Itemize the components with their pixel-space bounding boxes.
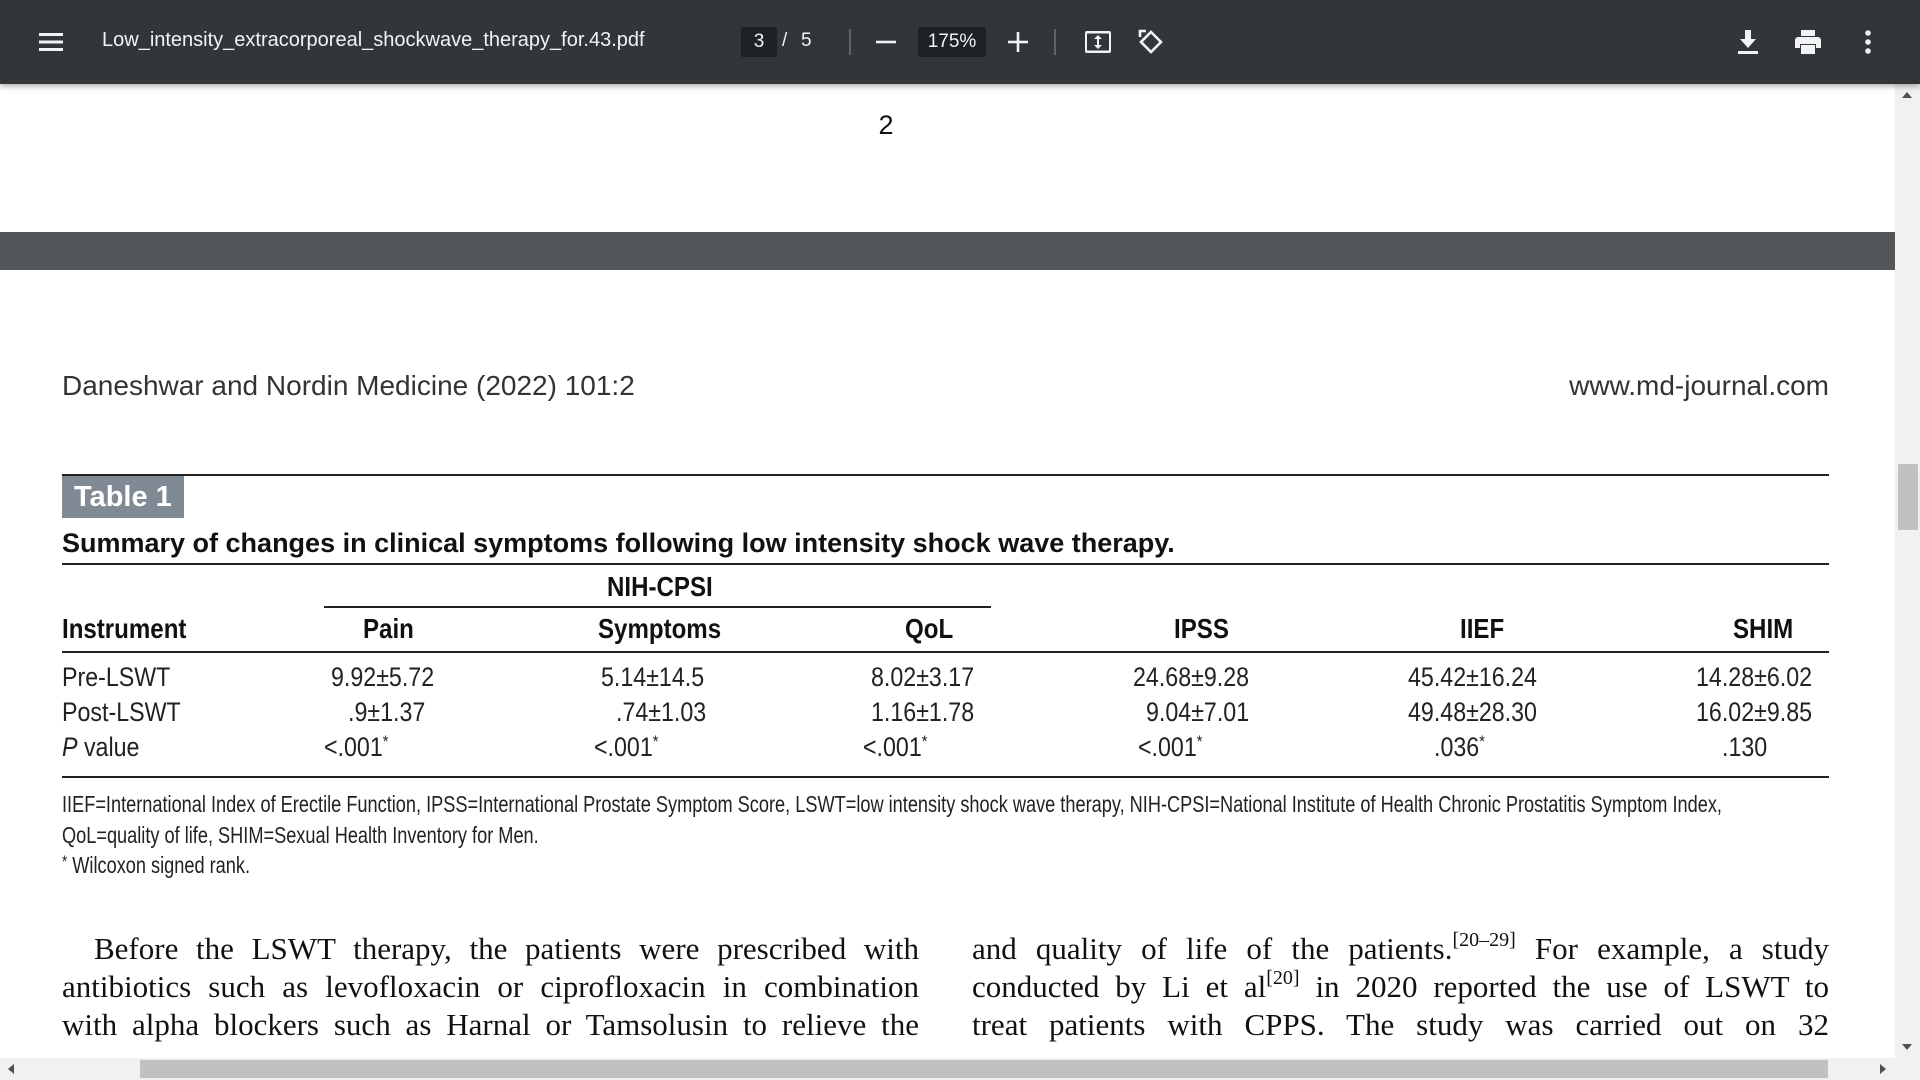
cell-value: .036	[1434, 732, 1480, 762]
cell-value: .130	[1722, 732, 1768, 762]
body-line: antibiotics such as levofloxacin or ciprofloxacin in combination	[62, 969, 919, 1004]
body-line: treat patients with CPPS. The study was carried out on 32	[972, 1007, 1829, 1042]
body-fragment: and quality of life of the patients.	[972, 931, 1453, 966]
significance-marker: *	[921, 732, 928, 751]
page-gap	[0, 232, 1895, 270]
p-value-label: value	[77, 732, 140, 762]
reference-citation[interactable]: [20–29]	[1452, 929, 1516, 951]
table-cell	[324, 732, 388, 763]
previous-page-number: 2	[878, 110, 894, 140]
table-bottom-rule	[62, 776, 1829, 778]
table-cell	[863, 732, 927, 763]
cell-value: <.001	[1138, 732, 1197, 762]
running-header-url: www.md-journal.com	[1569, 370, 1829, 401]
table-cell: 16.02±9.85	[1696, 697, 1813, 727]
fit-page-icon[interactable]	[1078, 22, 1118, 62]
significance-marker: *	[1479, 732, 1485, 751]
table-cell: 9.04±7.01	[1146, 697, 1250, 727]
table-cell: 9.92±5.72	[331, 662, 435, 692]
table-caption: Summary of changes in clinical symptoms following low intensity shock wave therapy.	[62, 528, 1175, 558]
p-italic: P	[62, 732, 78, 762]
col-header-symptoms: Symptoms	[598, 613, 722, 644]
document-viewer[interactable]	[0, 84, 1895, 1058]
zoom-out-icon[interactable]	[866, 22, 906, 62]
col-header-qol: QoL	[905, 613, 954, 644]
more-vert-icon[interactable]	[1848, 22, 1888, 62]
scroll-down-arrow-icon[interactable]	[1902, 1044, 1912, 1050]
download-icon[interactable]	[1728, 22, 1768, 62]
table-top-rule	[62, 474, 1829, 476]
table-cell: .9±1.37	[348, 697, 426, 727]
col-header-instrument: Instrument	[62, 613, 187, 644]
zoom-in-icon[interactable]	[998, 22, 1038, 62]
col-header-shim: SHIM	[1733, 613, 1794, 644]
cell-value: <.001	[324, 732, 383, 762]
table-cell: 24.68±9.28	[1133, 662, 1250, 692]
body-line	[972, 930, 1829, 968]
body-text-right-column	[972, 930, 1829, 1044]
vertical-scrollbar[interactable]	[1895, 84, 1920, 1058]
page-total: 5	[801, 30, 812, 51]
scroll-right-arrow-icon[interactable]	[1880, 1064, 1886, 1074]
table-cell: 8.02±3.17	[871, 662, 975, 692]
row-label-post-lswt: Post-LSWT	[62, 697, 181, 727]
table-cell: 45.42±16.24	[1408, 662, 1537, 692]
toolbar-divider	[849, 29, 851, 55]
page-separator: /	[782, 30, 788, 51]
significance-marker: *	[652, 732, 659, 751]
pdf-toolbar	[0, 0, 1920, 84]
col-header-ipss: IPSS	[1174, 613, 1229, 644]
toolbar-divider	[1054, 29, 1056, 55]
body-fragment: in 2020 reported the use of LSWT to	[1299, 969, 1829, 1004]
table-label: Table 1	[62, 476, 184, 518]
menu-icon[interactable]	[26, 22, 76, 62]
body-fragment: conducted by Li et al	[972, 969, 1267, 1004]
zoom-level-input[interactable]: 175%	[918, 27, 986, 57]
document-title: Low_intensity_extracorporeal_shockwave_therapy_for.43.pdf	[102, 29, 645, 51]
cell-value: <.001	[594, 732, 653, 762]
body-line: with alpha blockers such as Harnal or Tamsolusin to relieve the	[62, 1007, 919, 1042]
reference-citation[interactable]: [20]	[1266, 967, 1300, 989]
significance-marker: *	[1196, 732, 1203, 751]
footnote-star: *	[62, 852, 68, 871]
rotate-icon[interactable]	[1131, 22, 1171, 62]
significance-marker: *	[382, 732, 389, 751]
table-cell: .74±1.03	[616, 697, 707, 727]
print-icon[interactable]	[1788, 22, 1828, 62]
body-line: Before the LSWT therapy, the patients were prescribed with	[94, 931, 919, 966]
cell-value: <.001	[863, 732, 922, 762]
row-label-pre-lswt: Pre-LSWT	[62, 662, 171, 692]
table-cell: 1.16±1.78	[871, 697, 975, 727]
table-footnote-wilcoxon	[62, 852, 250, 879]
table-footnote-abbreviations: IIEF=International Index of Erectile Function, IPSS=International Prostate Symptom Score, LSWT=low intensity shock wave therapy, NIH-CPSI=National Institute of Health Chronic Prostatitis Symptom Index,	[62, 791, 1722, 817]
body-line	[972, 968, 1829, 1006]
table-cell: 5.14±14.5	[601, 662, 705, 692]
col-header-pain: Pain	[363, 613, 414, 644]
footnote-text: Wilcoxon signed rank.	[72, 852, 251, 878]
scroll-left-arrow-icon[interactable]	[8, 1064, 14, 1074]
group-header-nih-cpsi: NIH-CPSI	[607, 571, 713, 602]
table-cell	[1722, 732, 1767, 763]
table-cell	[1138, 732, 1202, 763]
col-header-iief: IIEF	[1460, 613, 1505, 644]
table-cell	[1434, 732, 1485, 763]
table-cell	[594, 732, 658, 763]
caption-rule	[62, 563, 1829, 565]
table-cell: 49.48±28.30	[1408, 697, 1537, 727]
table-footnote-abbreviations-2: QoL=quality of life, SHIM=Sexual Health Inventory for Men.	[62, 822, 539, 848]
vertical-scroll-thumb[interactable]	[1898, 464, 1918, 530]
header-rule	[62, 651, 1829, 653]
table-cell: 14.28±6.02	[1696, 662, 1813, 692]
horizontal-scroll-thumb[interactable]	[140, 1060, 1828, 1078]
running-header-citation: Daneshwar and Nordin Medicine (2022) 101:2	[62, 370, 635, 401]
body-fragment: For example, a study	[1515, 931, 1829, 966]
scroll-up-arrow-icon[interactable]	[1902, 92, 1912, 98]
body-text-left-column	[62, 930, 919, 1044]
page-number-input[interactable]: 3	[741, 27, 777, 57]
group-header-rule	[324, 606, 991, 608]
row-label-p-value	[62, 732, 139, 763]
